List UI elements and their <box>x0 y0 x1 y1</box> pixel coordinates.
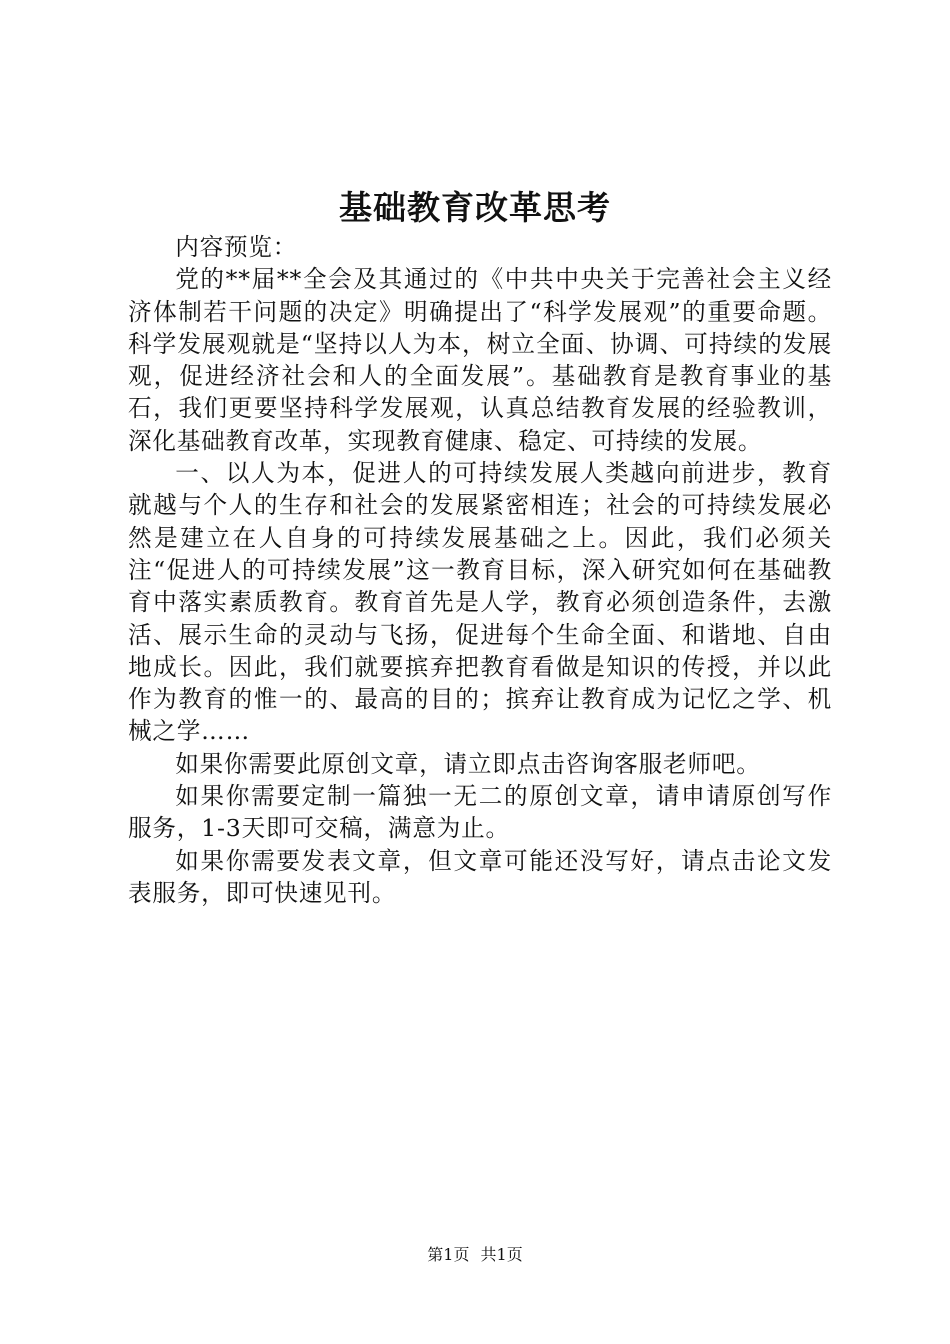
page-footer <box>0 1244 950 1266</box>
document-body <box>128 231 832 909</box>
paragraph-consult: 如果你需要此原创文章，请立即点击咨询客服老师吧。 <box>175 749 761 778</box>
page-number-current: 第1页 <box>427 1245 470 1264</box>
preview-label: 内容预览： <box>175 233 298 261</box>
paragraph-intro: 党的**届**全会及其通过的《中共中央关于完善社会主义经济体制若干问题的决定》明确提出了“科学发展观”的重要命题。科学发展观就是“坚持以人为本，树立全面、协调、可持续的发展观，促进经济社会和人的全面发展”。基础教育是教育事业的基石，我们更要坚持科学发展观，认真总结教育发展的经验教训，深化基础教育改革，实现教育健康、稳定、可持续的发展。 <box>128 265 832 455</box>
page-number-total: 共1页 <box>480 1245 523 1264</box>
paragraph-publishing: 如果你需要发表文章，但文章可能还没写好，请点击论文发表服务，即可快速见刊。 <box>128 846 832 907</box>
paragraph-section-one: 一、以人为本，促进人的可持续发展人类越向前进步，教育就越与个人的生存和社会的发展紧密相连；社会的可持续发展必然是建立在人自身的可持续发展基础之上。因此，我们必须关注“促进人的可持续发展”这一教育目标，深入研究如何在基础教育中落实素质教育。教育首先是人学，教育必须创造条件，去激活、展示生命的灵动与飞扬，促进每个生命全面、和谐地、自由地成长。因此，我们就要摈弃把教育看做是知识的传授，并以此作为教育的惟一的、最高的目的；摈弃让教育成为记忆之学、机械之学…… <box>128 459 832 746</box>
page-title: 基础教育改革思考 <box>339 188 611 227</box>
paragraph-custom-writing: 如果你需要定制一篇独一无二的原创文章，请申请原创写作服务，1-3天即可交稿，满意为止。 <box>128 782 832 843</box>
